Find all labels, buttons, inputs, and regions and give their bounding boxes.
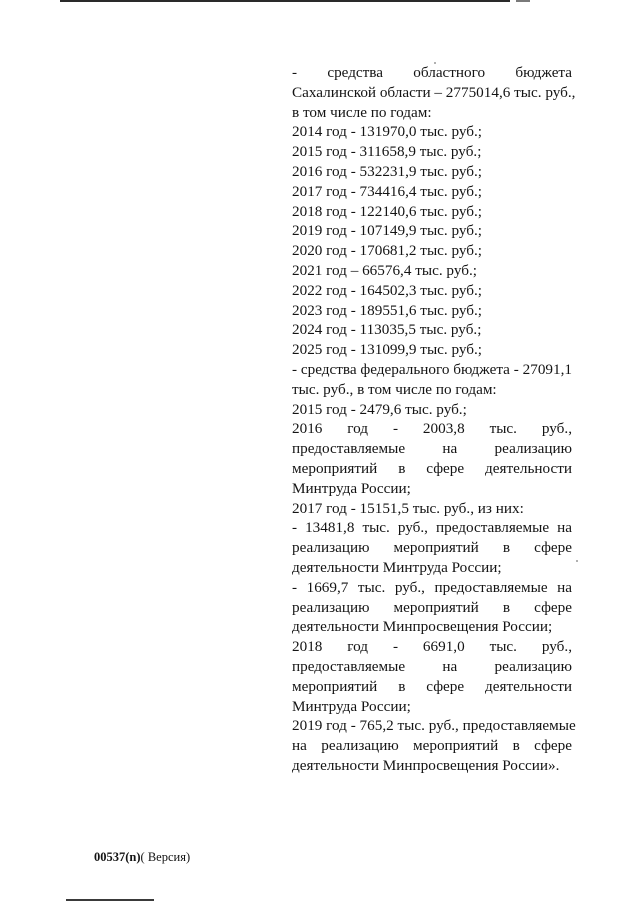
text-line: реализацию мероприятий в сфере	[292, 598, 572, 616]
text-line: 2020 год - 170681,2 тыс. руб.;	[292, 242, 483, 260]
text-line: 2022 год - 164502,3 тыс. руб.;	[292, 281, 483, 299]
text-line: в том числе по годам:	[292, 103, 432, 121]
scan-edge-bottom	[66, 899, 154, 901]
scan-edge-top	[60, 0, 510, 2]
text-line: Минтруда России;	[292, 697, 411, 715]
text-line: 2015 год - 2479,6 тыс. руб.;	[292, 400, 467, 418]
text-line: предоставляемые на реализацию	[292, 440, 572, 458]
text-line: - 1669,7 тыс. руб., предоставляемые на	[292, 578, 572, 596]
text-line: 2024 год - 113035,5 тыс. руб.;	[292, 321, 482, 339]
text-line: 2016 год - 2003,8 тыс. руб.,	[292, 420, 572, 438]
document-body	[292, 63, 576, 776]
text-line: на реализацию мероприятий в сфере	[292, 737, 572, 755]
text-line: деятельности Минпросвещения России».	[292, 756, 560, 774]
scan-speck	[576, 560, 578, 562]
text-line: мероприятий в сфере деятельности	[292, 459, 572, 477]
text-line: 2017 год - 15151,5 тыс. руб., из них:	[292, 499, 524, 517]
document-footer	[94, 849, 190, 865]
text-line: 2025 год - 131099,9 тыс. руб.;	[292, 341, 483, 359]
text-line: Сахалинской области – 2775014,6 тыс. руб.,	[292, 83, 576, 101]
text-line: 2018 год - 6691,0 тыс. руб.,	[292, 638, 572, 656]
scan-mark-top	[516, 0, 530, 2]
text-line: 2019 год - 107149,9 тыс. руб.;	[292, 222, 483, 240]
text-line: - средства федерального бюджета - 27091,1	[292, 360, 572, 378]
text-line: 2023 год - 189551,6 тыс. руб.;	[292, 301, 483, 319]
text-line: Минтруда России;	[292, 479, 411, 497]
text-line: реализацию мероприятий в сфере	[292, 539, 572, 557]
text-line: - 13481,8 тыс. руб., предоставляемые на	[292, 519, 572, 537]
text-line: - средства областного бюджета	[292, 64, 572, 81]
text-line: 2016 год - 532231,9 тыс. руб.;	[292, 162, 483, 180]
text-line: 2015 год - 311658,9 тыс. руб.;	[292, 143, 482, 161]
text-line: предоставляемые на реализацию	[292, 657, 572, 675]
document-code: 00537(n)	[94, 850, 141, 864]
text-line: 2019 год - 765,2 тыс. руб., предоставляемые	[292, 717, 576, 735]
text-line: 2017 год - 734416,4 тыс. руб.;	[292, 182, 483, 200]
text-line: 2018 год - 122140,6 тыс. руб.;	[292, 202, 483, 220]
text-line: деятельности Минтруда России;	[292, 558, 502, 576]
text-line: деятельности Минпросвещения России;	[292, 618, 553, 636]
text-line: 2014 год - 131970,0 тыс. руб.;	[292, 123, 483, 141]
document-version: ( Версия)	[140, 850, 191, 864]
text-line: тыс. руб., в том числе по годам:	[292, 380, 497, 398]
text-line: мероприятий в сфере деятельности	[292, 677, 572, 695]
text-line: 2021 год – 66576,4 тыс. руб.;	[292, 261, 477, 279]
